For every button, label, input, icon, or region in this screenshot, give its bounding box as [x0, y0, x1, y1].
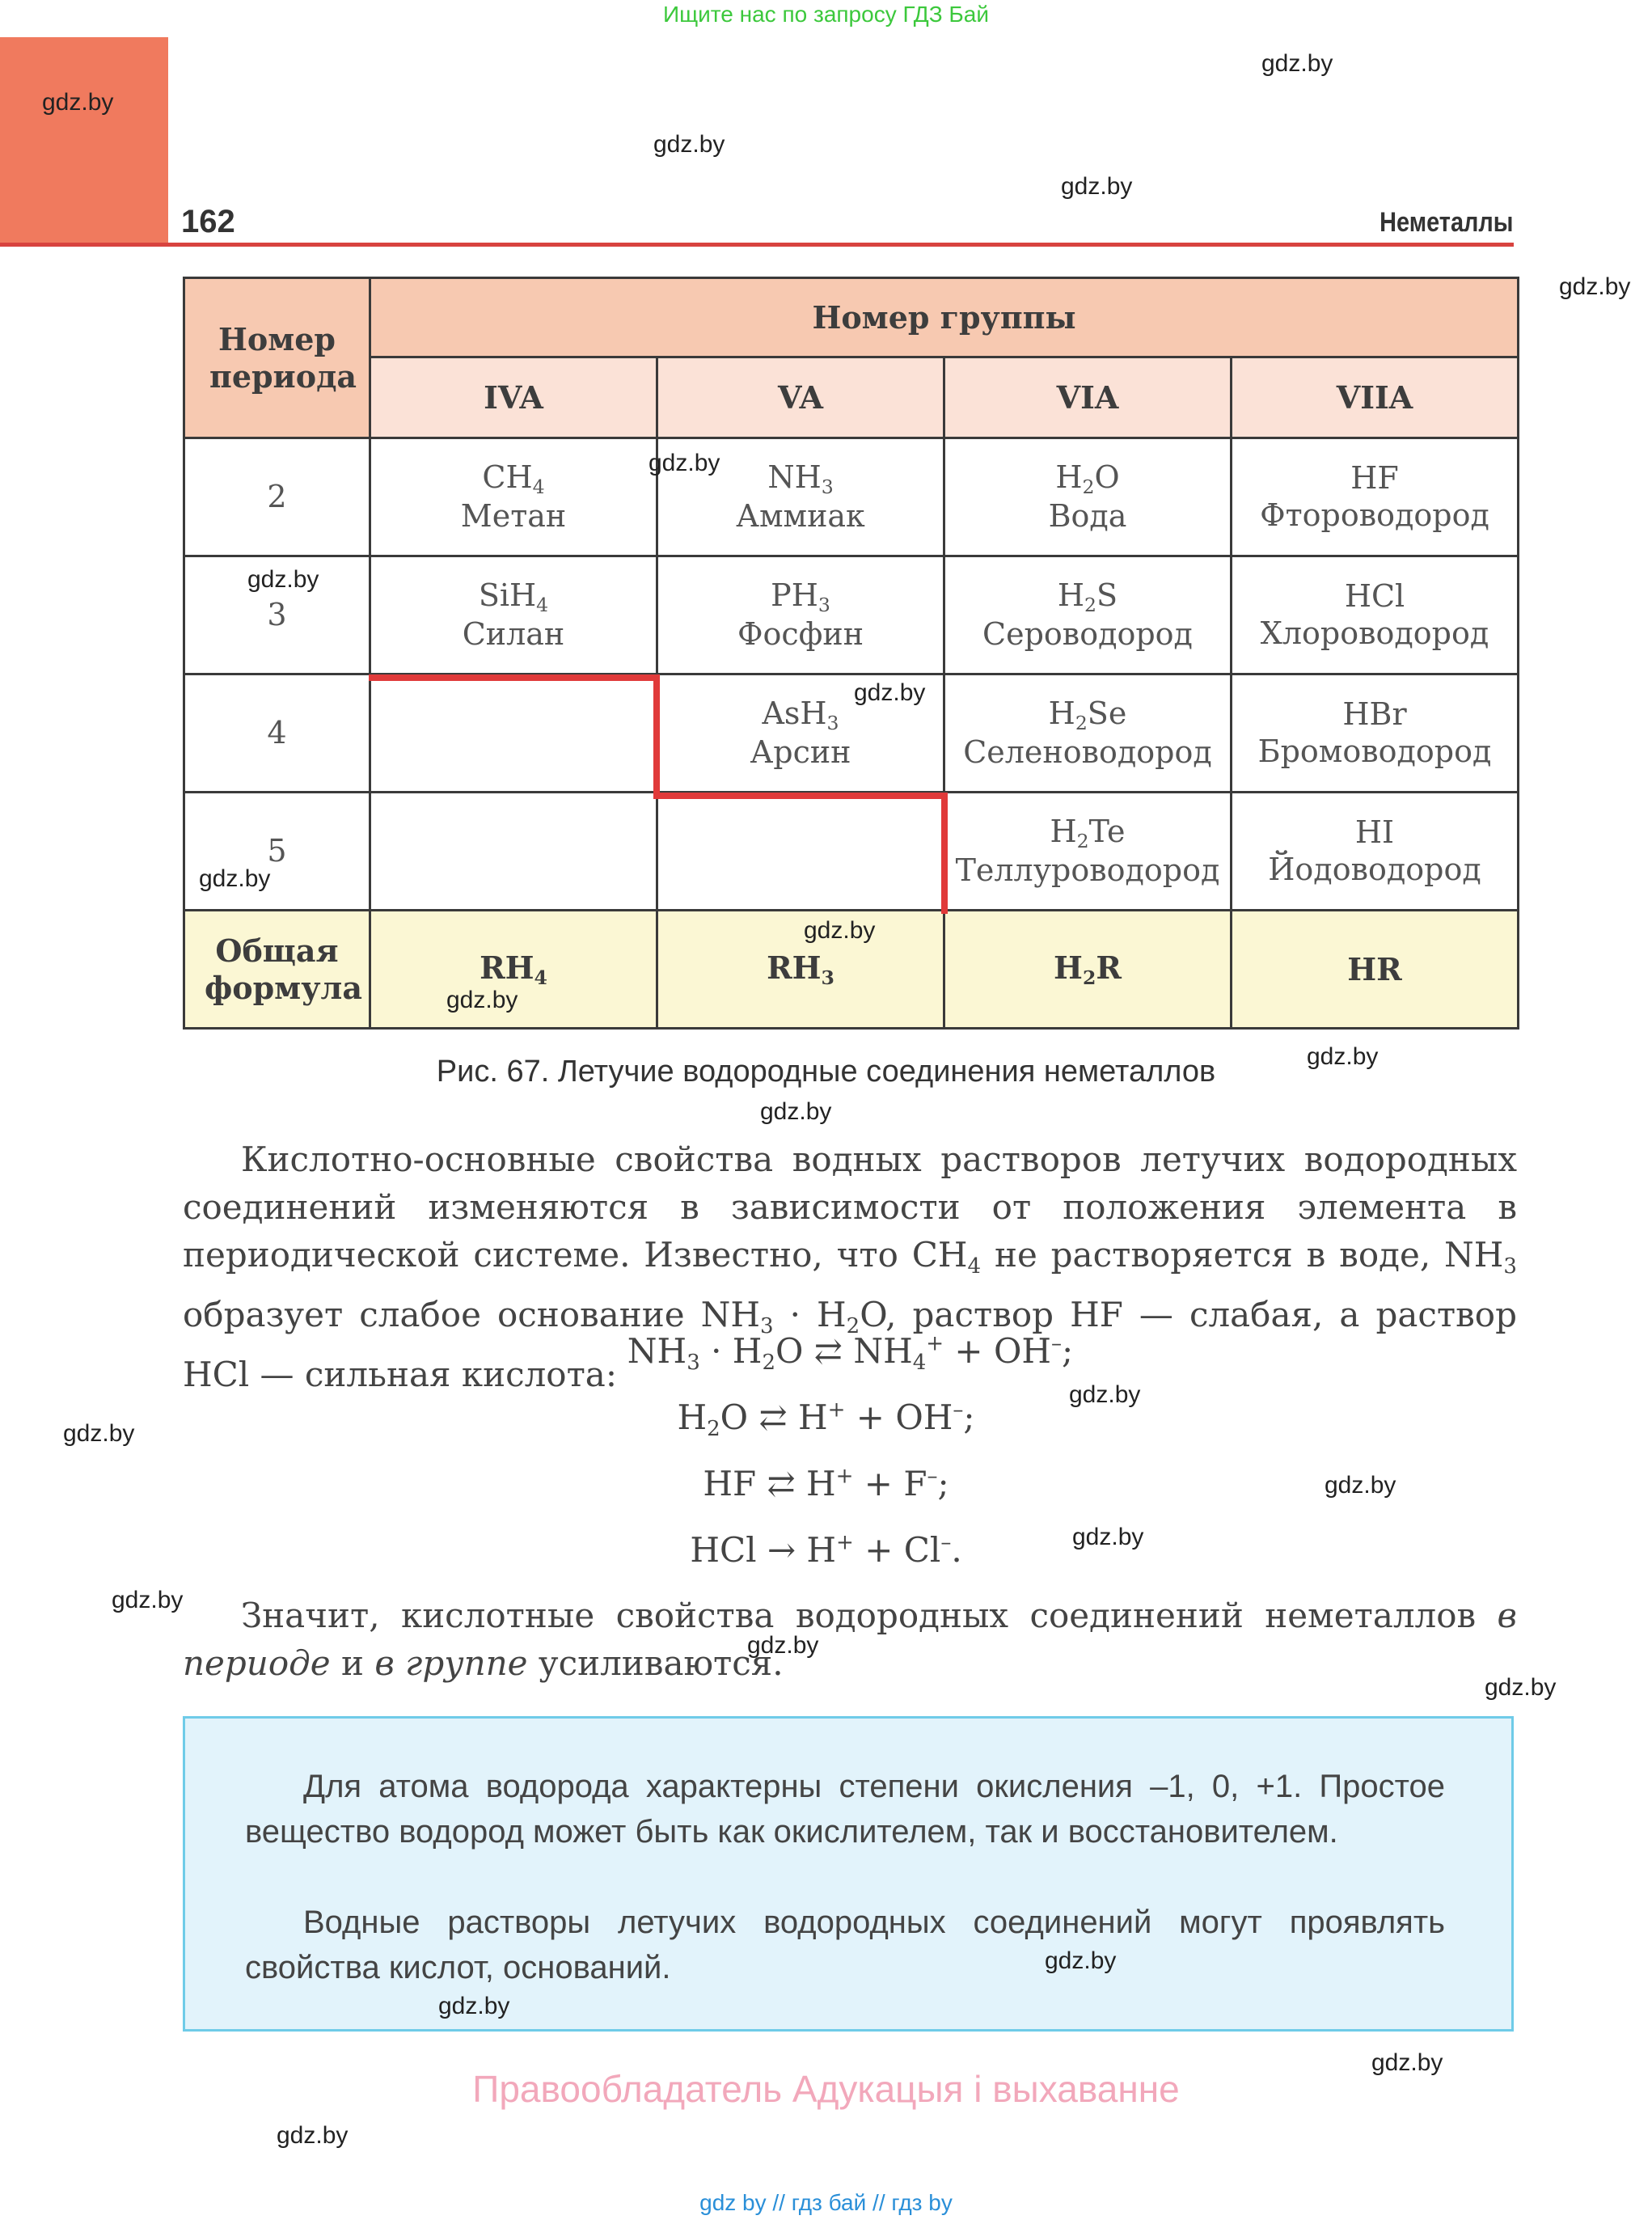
figure-caption: Рис. 67. Летучие водородные соединения неметаллов: [436, 1055, 1216, 1089]
compound-cell: [944, 556, 1232, 674]
page-number: 162: [181, 204, 235, 239]
compound-cell: [657, 556, 944, 674]
watermark: gdz.by: [1307, 1043, 1379, 1070]
compound-formula: $H_2Te$: [1050, 813, 1126, 852]
group-va: VA: [657, 357, 944, 438]
compound-formula: $H_2S$: [1057, 577, 1118, 616]
summary-paragraph: Водные растворы летучих водородных соединений могут проявлять свойства кислот, оснований.: [245, 1905, 1445, 1985]
equation: HF ⇄ H+ + F–;: [703, 1464, 949, 1503]
compound-cell-empty: [370, 793, 657, 911]
table-row: [184, 556, 1519, 674]
compound-cell: [1232, 793, 1519, 911]
compound-name: Хлороводород: [1260, 615, 1489, 651]
copyright-notice: Правообладатель Адукацыя і выхаванне: [472, 2068, 1180, 2110]
watermark: gdz.by: [446, 987, 518, 1013]
summary-box: [183, 1716, 1514, 2032]
watermark: gdz.by: [247, 566, 319, 593]
watermark: gdz.by: [760, 1098, 832, 1125]
compound-name: Фтороводород: [1260, 497, 1489, 533]
corner-tab: [0, 37, 168, 246]
body-paragraph: Кислотно-основные свойства водных растворов летучих водородных соединений изменяются в зависимости от положения элемента в периодической системе. Известно, что $CH_4$ не растворяется в воде, $NH_3$ образует слабое основание $NH_3 \cdot H_2O$, раствор HF — слабая, а раствор HCl — сильная кислота:: [183, 1139, 1517, 1394]
group-viia: VIIA: [1232, 357, 1519, 438]
compound-cell: [1232, 674, 1519, 793]
compound-name: Сероводород: [982, 615, 1193, 652]
watermark: gdz.by: [1371, 2049, 1443, 2076]
compound-name: Теллуроводород: [955, 852, 1220, 888]
watermark: gdz.by: [747, 1632, 819, 1659]
watermark: gdz.by: [438, 1993, 510, 2019]
watermark: gdz.by: [1072, 1524, 1144, 1550]
watermark: gdz.by: [63, 1420, 135, 1447]
watermark: gdz.by: [42, 89, 114, 116]
table-row: [184, 793, 1519, 911]
period-cell: 4: [184, 674, 370, 793]
compound-formula: $CH_4$: [482, 459, 545, 498]
compound-name: Арсин: [750, 734, 851, 770]
compound-formula: AsH$_3$: [762, 695, 839, 734]
watermark: gdz.by: [1325, 1472, 1396, 1499]
general-formula-cell: $RH_4$: [370, 911, 657, 1029]
compound-name: Йодоводород: [1268, 851, 1481, 887]
summary-paragraph: Для атома водорода характерны степени окисления –1, 0, +1. Простое вещество водород может быть как окислителем, так и восстановителем.: [245, 1769, 1445, 1850]
watermark: gdz.by: [1261, 50, 1333, 77]
watermark: gdz.by: [1485, 1674, 1557, 1701]
conclusion-paragraph: Значит, кислотные свойства водородных соединений неметаллов в периоде и в группе усиливаются.: [183, 1596, 1517, 1683]
general-formula-cell: $H_2R$: [944, 911, 1232, 1029]
compound-formula: $NH_3$: [767, 459, 834, 498]
compound-formula: SiH$_4$: [478, 577, 549, 616]
compound-cell: [370, 438, 657, 556]
compound-cell: [1232, 556, 1519, 674]
group-header: Номер группы: [370, 278, 1519, 357]
period-header: Номер периода: [184, 278, 370, 438]
compound-formula: HI: [1354, 814, 1395, 850]
compound-cell: [944, 438, 1232, 556]
compound-cell: [370, 556, 657, 674]
compound-formula: HBr: [1342, 696, 1407, 732]
general-formula-cell: HR: [1232, 911, 1519, 1029]
watermark: gdz.by: [277, 2122, 349, 2149]
compound-name: Силан: [462, 615, 565, 652]
watermark: gdz.by: [804, 917, 876, 944]
top-banner: Ищите нас по запросу ГДЗ Бай: [662, 2, 990, 27]
period-cell: 3: [184, 556, 370, 674]
compound-cell: [944, 674, 1232, 793]
equation: $NH_3 \cdot H_2O$ ⇄ $NH_4^+ + OH^-$;: [627, 1331, 1074, 1375]
watermark: gdz.by: [1069, 1381, 1141, 1408]
group-via: VIA: [944, 357, 1232, 438]
watermark: gdz.by: [649, 450, 720, 476]
compound-name: Метан: [460, 497, 567, 534]
watermark: gdz.by: [1045, 1947, 1117, 1974]
compound-formula: $H_2Se$: [1048, 695, 1127, 734]
watermark: gdz.by: [112, 1587, 184, 1613]
running-head: Неметаллы: [1379, 207, 1513, 238]
compound-formula: HCl: [1344, 577, 1405, 614]
compound-name: Вода: [1048, 497, 1127, 534]
compound-name: Аммиак: [736, 497, 865, 534]
corner-rule: [0, 243, 168, 247]
compound-cell: [944, 793, 1232, 911]
general-formula-label: Общая формула: [184, 911, 370, 1029]
compound-cell: [1232, 438, 1519, 556]
compound-cell-empty: [657, 793, 944, 911]
watermark: gdz.by: [1061, 173, 1133, 200]
equation: HCl → H+ + Cl–.: [690, 1530, 962, 1570]
compound-name: Фосфин: [737, 615, 864, 652]
period-cell: 2: [184, 438, 370, 556]
watermark: gdz.by: [653, 131, 725, 158]
footer-links[interactable]: gdz by // гдз бай // гдз by: [699, 2190, 953, 2215]
compound-name: Селеноводород: [963, 734, 1212, 770]
table-row: [184, 438, 1519, 556]
compound-name: Бромоводород: [1257, 733, 1492, 769]
watermark: gdz.by: [199, 865, 271, 892]
compound-formula: $H_2O$: [1055, 459, 1120, 498]
watermark: gdz.by: [1559, 273, 1631, 300]
compound-formula: $PH_3$: [771, 577, 830, 616]
watermark: gdz.by: [854, 679, 926, 706]
equation: $H_2O$ ⇄ H+ + OH–;: [677, 1397, 975, 1441]
compound-cell-empty: [370, 674, 657, 793]
general-formula-cell: $RH_3$: [657, 911, 944, 1029]
header-rule: [168, 243, 1514, 247]
table-row: [184, 674, 1519, 793]
compound-formula: HF: [1350, 459, 1399, 496]
group-iva: IVA: [370, 357, 657, 438]
period-cell: 5: [184, 793, 370, 911]
